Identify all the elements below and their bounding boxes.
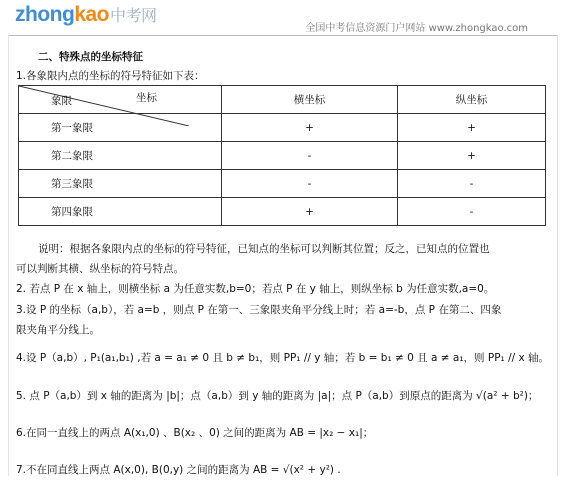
diagonal-header-cell [19,86,222,114]
item-5: 5. 点 P（a,b）到 x 轴的距离为 |b|；点（a,b）到 y 轴的距离为 |a|；点 P（a,b）到原点的距离为 √(a² + b²)； [16,390,539,402]
x-sign: - [222,170,398,198]
x-sign: + [222,114,398,142]
content-frame-left [8,35,9,476]
x-sign: - [222,142,398,170]
note-line-2: 可以判断其横、纵坐标的符号特点。 [16,263,184,275]
y-sign: - [398,198,546,226]
quadrant-name: 第一象限 [19,114,222,142]
x-sign: + [222,198,398,226]
page-header [0,0,566,34]
header-x-coordinate: 横坐标 [222,86,398,114]
header-y-coordinate: 纵坐标 [398,86,546,114]
quadrant-name: 第三象限 [19,170,222,198]
note-line-1: 说明：根据各象限内点的坐标的符号特征，已知点的坐标可以判断其位置；反之，已知点的位置也 [38,243,490,255]
y-sign: - [398,170,546,198]
quadrant-name: 第四象限 [19,198,222,226]
item-4: 4.设 P（a,b）, P₁(a₁,b₁) ,若 a = a₁ ≠ 0 且 b ≠ b₁，则 PP₁ // y 轴；若 b = b₁ ≠ 0 且 a ≠ a₁，则 PP₁ // x 轴。 [16,352,550,364]
item-3-line-2: 限夹角平分线上。 [16,324,100,336]
table-header-row [19,86,546,114]
item1-intro: 1.各象限内点的坐标的符号特征如下表： [16,70,205,82]
diagonal-line [19,86,189,126]
content-frame-right [557,35,558,476]
y-sign: + [398,142,546,170]
table-row [19,170,546,198]
table-row [19,198,546,226]
table-row [19,142,546,170]
quadrant-sign-table [18,85,546,226]
item-3-line-1: 3.设 P 的坐标（a,b），若 a=b ，则点 P 在第一、三象限夹角平分线上时；若 a=-b，点 P 在第二、四象 [16,304,502,316]
site-logo[interactable] [15,3,157,27]
item-2: 2. 若点 P 在 x 轴上，则横坐标 a 为任意实数,b=0；若点 P 在 y 轴上，则纵坐标 b 为任意实数,a=0。 [16,283,495,295]
item-6: 6.在同一直线上的两点 A(x₁,0) 、B(x₂ 、0) 之间的距离为 AB = |x₂ − x₁|； [16,427,374,439]
header-quadrant: 象限 [51,95,72,107]
logo-part-cn: 中考网 [110,8,157,25]
quadrant-name: 第二象限 [19,142,222,170]
section-title: 二、特殊点的坐标特征 [38,51,143,63]
logo-part-kao: kao [74,3,109,26]
y-sign: + [398,114,546,142]
header-coordinate: 坐标 [136,92,157,104]
item-7: 7.不在同直线上两点 A(x,0), B(0,y) 之间的距离为 AB = √(x² + y²) . [16,464,341,476]
header-divider [8,35,558,36]
site-tagline: 全国中考信息资源门户网站 www.zhongkao.com [305,23,528,34]
logo-part-zhong: zhong [15,3,75,26]
